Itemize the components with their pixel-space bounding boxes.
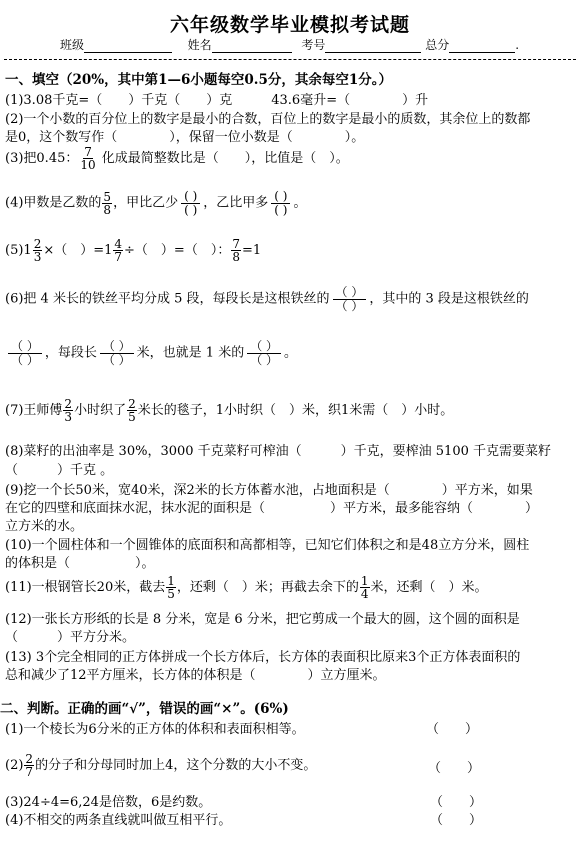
q3-text: (3)把0.45： — [5, 151, 79, 166]
j3: (3)24÷4=6,24是倍数，6是约数。 — [5, 795, 212, 810]
j1-text: (1)一个棱长为6分米的正方体的体积和表面积相等。 — [5, 722, 305, 737]
fraction: $\frac{1}{5}$ — [167, 574, 175, 601]
j2-text: 的分子和分母同时加上4，这个分数的大小不变。 — [35, 758, 317, 773]
q4 — [5, 190, 306, 216]
score-field[interactable] — [449, 40, 515, 53]
q4-text-mid2: ，乙比甲多 — [203, 195, 269, 211]
student-info-row: 班级 姓名 考号 总分 . — [60, 38, 520, 52]
q9-line3: 立方米的水。 — [5, 519, 84, 534]
q12-line1: (12)一张长方形纸的长是 8 分米，宽是 6 分米，把它剪成一个最大的圆，这个圆的面积是 — [5, 612, 520, 627]
blank-fraction[interactable]: （ ） （ ） — [247, 340, 281, 366]
q6-text-c: ，每段长 — [44, 345, 97, 361]
q10-line1: (10)一个圆柱体和一个圆锥体的底面积和高都相等，已知它们体积之和是48立方分米，圆柱 — [5, 538, 530, 553]
j1-answer[interactable]: （ ） — [426, 722, 479, 737]
q5 — [5, 238, 261, 263]
j4-answer[interactable]: （ ） — [430, 813, 483, 828]
q8-line2: （ ）千克 。 — [5, 463, 114, 478]
q4-text-end: 。 — [293, 195, 307, 211]
q11-text-b: 米，还剩（ ）米。 — [370, 580, 488, 595]
fraction: $\frac{7}{10}$ — [80, 145, 96, 172]
section-fill-blank-title: 一、填空（20%，其中第1—6小题每空0.5分，其余每空1分。） — [5, 72, 393, 88]
q10-line2: 的体积是（ ）。 — [5, 556, 155, 571]
class-field[interactable] — [84, 40, 172, 53]
j2-num: (2) — [5, 758, 24, 773]
q7-text: (7)王师傅 — [5, 403, 63, 418]
q7-text-a: 小时织了 — [74, 403, 127, 418]
q4-text: (4)甲数是乙数的 — [5, 195, 102, 211]
class-label: 班级 — [60, 38, 85, 52]
number-field[interactable] — [325, 40, 421, 53]
q13-line1: (13) 3个完全相同的正方体拼成一个长方体后，长方体的表面积比原来3个正方体表面积的 — [5, 650, 521, 665]
q3 — [5, 146, 349, 171]
q2-line1: (2)一个小数的百分位上的数字是最小的合数，百位上的数字是最小的质数，其余位上的数都 — [5, 112, 531, 127]
score-label: 总分 — [425, 38, 450, 52]
fraction: $\frac{4}{7}$ — [114, 237, 123, 264]
fraction: $\frac{5}{8}$ — [103, 189, 112, 217]
q12-line2: （ ）平方分米。 — [5, 630, 136, 645]
q6-text-a: (6)把 4 米长的铁丝平均分成 5 段，每段长是这根铁丝的 — [5, 291, 330, 307]
q3-text-end: 化成最简整数比是（ ），比值是（ ）。 — [97, 151, 349, 166]
q6-text-d: 米，也就是 1 米的 — [136, 345, 245, 361]
q4-text-mid: ，甲比乙少 — [113, 195, 179, 211]
q11-text: (11)一根钢管长20米，截去 — [5, 580, 166, 595]
j4: (4)不相交的两条直线就叫做互相平行。 — [5, 813, 232, 828]
name-label: 姓名 — [187, 38, 212, 52]
j1 — [5, 718, 305, 737]
q5-text: (5)1 — [5, 243, 32, 258]
blank-fraction[interactable]: ( ) ( ) — [271, 190, 290, 216]
q2-line2: 是0，这个数写作（ ），保留一位小数是（ ）。 — [5, 130, 365, 145]
q6-line1 — [5, 286, 529, 312]
q6-line2 — [5, 340, 297, 366]
q1: (1)3.08千克=（ ）千克（ ）克 43.6毫升=（ ）升 — [5, 93, 429, 108]
name-field[interactable] — [212, 40, 292, 53]
fraction: $\frac{2}{5}$ — [128, 397, 136, 424]
q8-line1: (8)菜籽的出油率是 30%，3000 千克菜籽可榨油（ ）千克，要榨油 5100 千克需要菜籽 — [5, 444, 552, 459]
blank-fraction[interactable]: （ ） （ ） — [333, 286, 367, 312]
fraction: $\frac{1}{4}$ — [360, 574, 369, 601]
fraction: $\frac{2}{7}$ — [25, 752, 34, 779]
q6-text-e: 。 — [284, 345, 298, 361]
q13-line2: 总和减少了12平方厘米，长方体的体积是（ ）立方厘米。 — [5, 668, 386, 683]
q5-text-a: ×（ ）=1 — [43, 243, 113, 258]
q6-text-b: ，其中的 3 段是这根铁丝的 — [369, 291, 529, 307]
q5-text-b: ÷（ ）=（ ）： — [124, 243, 231, 258]
j3-answer[interactable]: （ ） — [430, 795, 483, 810]
q11-text-a: ，还剩（ ）米；再截去余下的 — [176, 580, 359, 595]
j2-answer[interactable]: （ ） — [428, 761, 481, 776]
q5-text-c: =1 — [241, 243, 262, 258]
q11 — [5, 575, 488, 600]
fraction: $\frac{7}{8}$ — [232, 237, 240, 264]
blank-fraction[interactable]: （ ） （ ） — [8, 340, 42, 366]
divider — [4, 59, 576, 60]
q7 — [5, 398, 453, 423]
q9-line2: 在它的四壁和底面抹水泥，抹水泥的面积是（ ）平方米，最多能容纳（ ） — [5, 501, 539, 516]
blank-fraction[interactable]: ( ) ( ) — [181, 190, 200, 216]
fraction: $\frac{2}{3}$ — [64, 397, 73, 424]
exam-title: 六年级数学毕业模拟考试题 — [169, 14, 410, 36]
blank-fraction[interactable]: （ ） （ ） — [100, 340, 134, 366]
j2 — [5, 753, 316, 778]
q9-line1: (9)挖一个长50米，宽40米，深2米的长方体蓄水池，占地面积是（ ）平方米，如果 — [5, 483, 533, 498]
number-label: 考号 — [301, 38, 326, 52]
section-judge-title: 二、判断。正确的画“√”，错误的画“×”。(6%) — [0, 701, 289, 717]
q7-text-b: 米长的毯子，1小时织（ ）米，织1米需（ ）小时。 — [137, 403, 454, 418]
fraction: $\frac{2}{3}$ — [33, 237, 42, 264]
